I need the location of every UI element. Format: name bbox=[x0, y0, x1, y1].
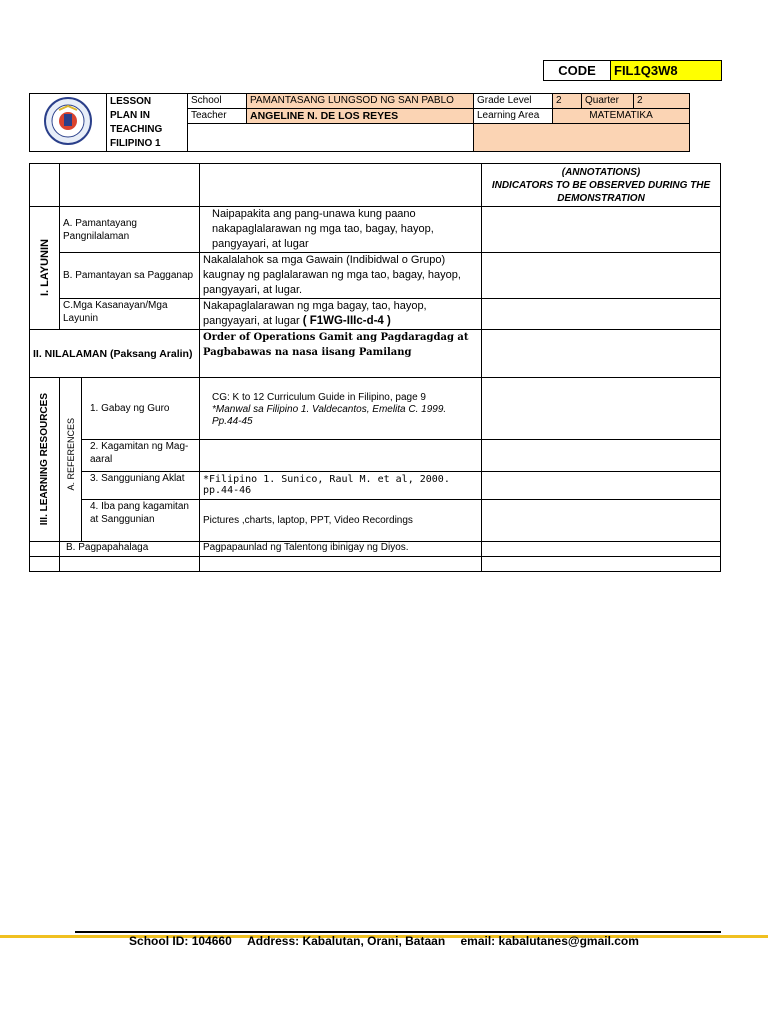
res3-text: *Filipino 1. Sunico, Raul M. et al, 2000. pp.44-46 bbox=[200, 472, 482, 500]
footer-address: Address: Kabalutan, Orani, Bataan bbox=[247, 934, 446, 948]
deped-logo-cell bbox=[30, 94, 107, 152]
teacher-value: ANGELINE N. DE LOS REYES bbox=[247, 108, 474, 123]
layunin-c-code: ( F1WG-IIIc-d-4 ) bbox=[302, 315, 391, 327]
layunin-a-label: A. Pamantayang Pangnilalaman bbox=[60, 207, 200, 253]
footer-email: email: kabalutanes@gmail.com bbox=[460, 934, 639, 948]
layunin-section-label: I. LAYUNIN bbox=[38, 239, 51, 297]
pagpapahalaga-text: Pagpapaunlad ng Talentong ibinigay ng Diyos. bbox=[200, 542, 482, 557]
nilalaman-ann bbox=[482, 330, 721, 378]
layunin-c-ann bbox=[482, 299, 721, 330]
blank-head-left bbox=[60, 164, 200, 207]
title-line-3: TEACHING bbox=[110, 124, 163, 135]
area-value: MATEMATIKA bbox=[553, 108, 690, 123]
layunin-c-label: C.Mga Kasanayan/Mga Layunin bbox=[60, 299, 200, 330]
area-label: Learning Area bbox=[474, 108, 553, 123]
res4-text: Pictures ,charts, laptop, PPT, Video Recordings bbox=[200, 500, 482, 542]
corner-cell bbox=[30, 164, 60, 207]
last-row-left bbox=[60, 557, 200, 572]
quarter-value: 2 bbox=[634, 94, 690, 109]
header-peach-blank bbox=[474, 123, 690, 151]
last-row-mid bbox=[200, 557, 482, 572]
resources-section bbox=[30, 378, 60, 542]
footer-rule-black bbox=[75, 931, 721, 933]
footer bbox=[0, 934, 768, 948]
school-value: PAMANTASANG LUNGSOD NG SAN PABLO bbox=[247, 94, 474, 109]
deped-seal-icon bbox=[35, 96, 101, 146]
layunin-c-cell bbox=[200, 299, 482, 330]
pagpapahalaga-ann bbox=[482, 542, 721, 557]
header-blank bbox=[188, 123, 474, 151]
layunin-b-ann bbox=[482, 253, 721, 299]
res1-cell bbox=[200, 378, 482, 440]
annotations-header bbox=[482, 164, 721, 207]
lesson-body-table bbox=[29, 163, 721, 572]
res2-ann bbox=[482, 440, 721, 472]
lesson-header bbox=[29, 93, 690, 152]
title-line-2: PLAN IN bbox=[110, 110, 150, 121]
references-sub-label: A. REFERENCES bbox=[65, 418, 76, 491]
res3-label: 3. Sangguniang Aklat bbox=[82, 472, 200, 500]
res3-ann bbox=[482, 472, 721, 500]
ann-line-1: (ANNOTATIONS) bbox=[561, 167, 641, 178]
res1-text: CG: K to 12 Curriculum Guide in Filipino, page 9 bbox=[212, 392, 426, 403]
code-label: CODE bbox=[544, 61, 611, 81]
layunin-c-text: Nakapaglalarawan ng mga bagay, tao, hayop, pangyayari, at lugar bbox=[203, 300, 427, 327]
references-sub bbox=[60, 378, 82, 542]
quarter-label: Quarter bbox=[582, 94, 634, 109]
res2-label: 2. Kagamitan ng Mag-aaral bbox=[82, 440, 200, 472]
pagpapahalaga-label: B. Pagpapahalaga bbox=[60, 542, 200, 557]
res1-ann bbox=[482, 378, 721, 440]
layunin-b-label: B. Pamantayan sa Pagganap bbox=[60, 253, 200, 299]
grade-label: Grade Level bbox=[474, 94, 553, 109]
res4-ann bbox=[482, 500, 721, 542]
lesson-plan-title bbox=[107, 94, 188, 152]
footer-school-id: School ID: 104660 bbox=[129, 934, 232, 948]
layunin-b-text: Nakalalahok sa mga Gawain (Indibidwal o Grupo) kaugnay ng paglalarawan ng mga tao, bagay, hayop, pangyayari, at lugar. bbox=[200, 253, 482, 299]
code-value: FIL1Q3W8 bbox=[611, 61, 722, 81]
code-box bbox=[543, 60, 722, 81]
layunin-section bbox=[30, 207, 60, 330]
blank-head-mid bbox=[200, 164, 482, 207]
ann-line-3: DEMONSTRATION bbox=[557, 193, 645, 204]
grade-value: 2 bbox=[553, 94, 582, 109]
title-line-4: FILIPINO 1 bbox=[110, 138, 161, 149]
res2-value bbox=[200, 440, 482, 472]
res4-label: 4. Iba pang kagamitan at Sanggunian bbox=[82, 500, 200, 542]
last-row-right bbox=[482, 557, 721, 572]
layunin-a-ann bbox=[482, 207, 721, 253]
teacher-label: Teacher bbox=[188, 108, 247, 123]
last-row-corner bbox=[30, 557, 60, 572]
resources-section-label: III. LEARNING RESOURCES bbox=[39, 393, 50, 526]
title-line-1: LESSON bbox=[110, 96, 152, 107]
school-label: School bbox=[188, 94, 247, 109]
nilalaman-text: Order of Operations Gamit ang Pagdaragdag at Pagbabawas na nasa iisang Pamilang bbox=[200, 330, 482, 378]
layunin-a-text: Naipapakita ang pang-unawa kung paano nakapaglalarawan ng mga tao, bagay, hayop, pangyayari, at lugar bbox=[200, 207, 482, 253]
pag-corner bbox=[30, 542, 60, 557]
res1-text2: *Manwal sa Filipino 1. Valdecantos, Emelita C. 1999. Pp.44-45 bbox=[212, 404, 447, 427]
ann-line-2: INDICATORS TO BE OBSERVED DURING THE bbox=[491, 180, 711, 191]
res1-label: 1. Gabay ng Guro bbox=[82, 378, 200, 440]
nilalaman-label: II. NILALAMAN (Paksang Aralin) bbox=[30, 330, 200, 378]
